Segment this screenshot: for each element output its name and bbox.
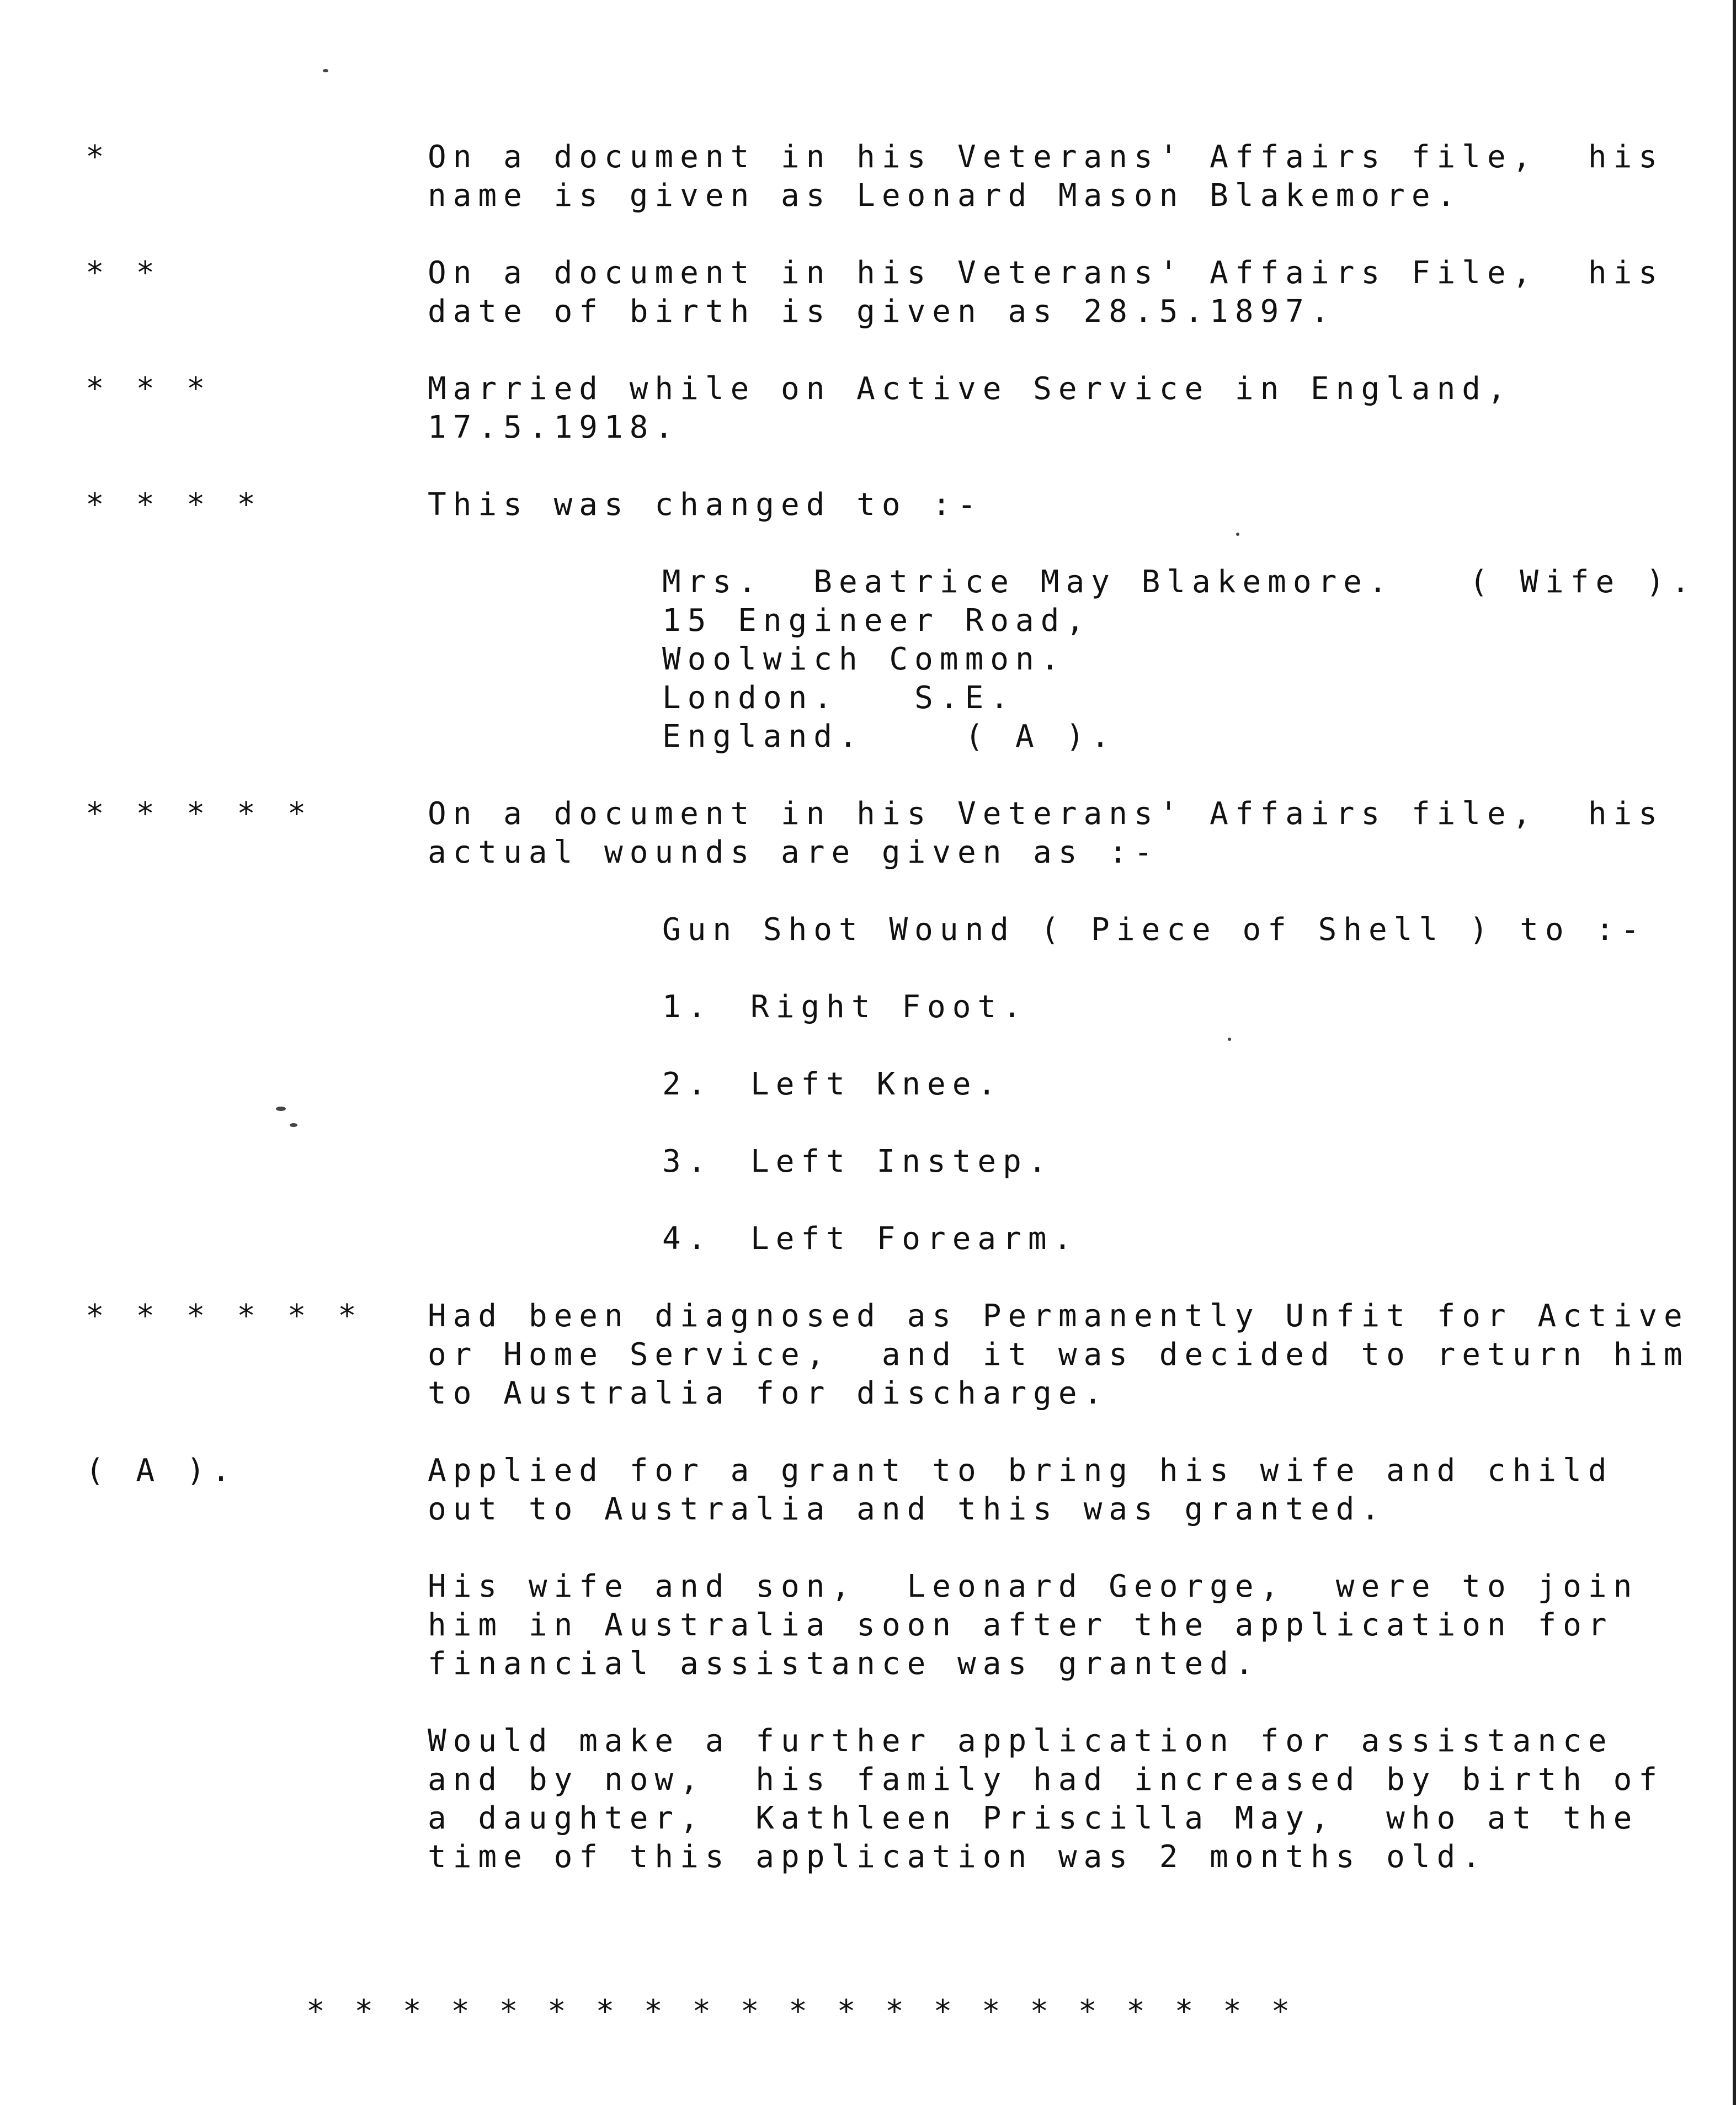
footnote-marker-6: * * * * * * xyxy=(86,1298,363,1334)
footnote-a-line-2: out to Australia and this was granted. xyxy=(428,1491,1387,1527)
footnote-1-line-1: On a document in his Veterans' Affairs file, his xyxy=(428,139,1664,175)
address-line-1: Mrs. Beatrice May Blakemore. ( Wife ). xyxy=(662,564,1697,600)
paragraph-2-line-1: Would make a further application for assistance xyxy=(428,1723,1613,1759)
footnote-3-line-1: Married while on Active Service in England, xyxy=(428,371,1513,407)
wound-text-1: Right Foot. xyxy=(750,989,1028,1025)
paragraph-2-line-4: time of this application was 2 months old. xyxy=(428,1839,1488,1875)
paragraph-2-line-2: and by now, his family had increased by birth of xyxy=(428,1762,1664,1798)
address-line-4: London. S.E. xyxy=(662,680,1016,716)
footnote-6-line-1: Had been diagnosed as Permanently Unfit for Active xyxy=(428,1298,1689,1334)
scan-speck xyxy=(276,1107,286,1111)
footnote-1-line-2: name is given as Leonard Mason Blakemore. xyxy=(428,178,1462,214)
wound-number-1: 1. xyxy=(662,989,713,1025)
wound-number-3: 3. xyxy=(662,1144,713,1179)
footnote-marker-5: * * * * * xyxy=(86,796,313,832)
footnote-marker-2: * * xyxy=(86,255,162,291)
footnote-2-line-2: date of birth is given as 28.5.1897. xyxy=(428,294,1336,329)
footnote-4-line-1: This was changed to :- xyxy=(428,487,983,523)
paragraph-1-line-2: him in Australia soon after the application for xyxy=(428,1607,1613,1643)
footnote-marker-3: * * * xyxy=(86,371,212,407)
address-line-2: 15 Engineer Road, xyxy=(662,603,1091,639)
footnote-2-line-1: On a document in his Veterans' Affairs File, his xyxy=(428,255,1664,291)
wounds-intro: Gun Shot Wound ( Piece of Shell ) to :- xyxy=(662,912,1646,948)
paragraph-2-line-3: a daughter, Kathleen Priscilla May, who at the xyxy=(428,1800,1639,1836)
scan-speck xyxy=(323,69,328,72)
footnote-3-line-2: 17.5.1918. xyxy=(428,410,680,445)
scan-speck xyxy=(290,1123,297,1127)
scan-speck xyxy=(1228,1038,1231,1041)
scan-page-edge xyxy=(1733,0,1736,2105)
footnote-6-line-3: to Australia for discharge. xyxy=(428,1375,1109,1411)
paragraph-1-line-3: financial assistance was granted. xyxy=(428,1646,1260,1682)
wound-text-3: Left Instep. xyxy=(750,1144,1053,1179)
footnote-marker-a: ( A ). xyxy=(86,1453,237,1489)
address-line-3: Woolwich Common. xyxy=(662,641,1066,677)
footnote-6-line-2: or Home Service, and it was decided to return him xyxy=(428,1337,1689,1373)
address-line-5: England. ( A ). xyxy=(662,719,1116,754)
wound-number-2: 2. xyxy=(662,1066,713,1102)
footnote-5-line-1: On a document in his Veterans' Affairs file, his xyxy=(428,796,1664,832)
footnote-5-line-2: actual wounds are given as :- xyxy=(428,834,1159,870)
footnote-a-line-1: Applied for a grant to bring his wife and child xyxy=(428,1453,1613,1489)
footnote-marker-1: * xyxy=(86,139,111,175)
closing-asterisk-rule: * * * * * * * * * * * * * * * * * * * * * xyxy=(306,1994,1296,2029)
wound-text-2: Left Knee. xyxy=(750,1066,1003,1102)
wound-number-4: 4. xyxy=(662,1221,713,1257)
wound-text-4: Left Forearm. xyxy=(750,1221,1079,1257)
footnote-marker-4: * * * * xyxy=(86,487,263,523)
scan-speck xyxy=(1236,533,1239,536)
paragraph-1-line-1: His wife and son, Leonard George, were to join xyxy=(428,1569,1639,1604)
